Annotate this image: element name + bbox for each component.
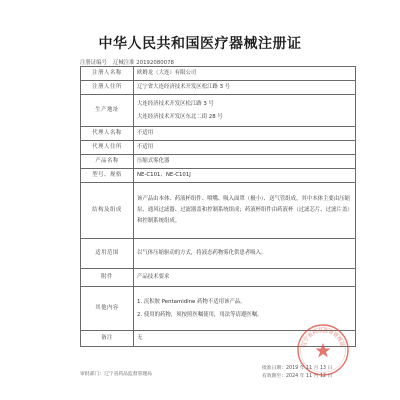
- registration-number-label: 注册证编号: [80, 60, 107, 66]
- row-production-address: [81, 95, 356, 127]
- label-agent-address: 代理人住所: [81, 141, 134, 155]
- label-production-address: 生产地址: [81, 95, 134, 127]
- value-agent-address: 不适用: [134, 141, 356, 155]
- certificate-table: [80, 66, 356, 347]
- review-department: 审批部门：辽宁省药品监督管理局: [80, 372, 152, 377]
- other-content-line: 1. 沉积胺 Pentamidine 药物不适用该产品。: [137, 298, 246, 305]
- row-intended-use: [81, 239, 356, 269]
- document-title: 中华人民共和国医疗器械注册证: [98, 36, 302, 52]
- row-agent-address: [81, 141, 356, 155]
- other-content-line: 2. 使用的药物，须按照医嘱使用，用法等请遵医嘱。: [137, 312, 263, 318]
- approval-date: 批准日期：2019 年 11 月 13 日: [262, 366, 333, 371]
- label-remarks: 备注: [81, 331, 134, 347]
- intended-use-text: 以气体压缩驱动的方式，将液态药物雾化供患者吸入。: [137, 250, 267, 257]
- label-structure: 结构及组成: [81, 183, 134, 239]
- label-model-spec: 型号、规格: [81, 169, 134, 183]
- value-intended-use: [134, 239, 356, 269]
- production-address-line: 大连经济技术开发区东北二街 28 号: [137, 113, 223, 120]
- label-registrant-address: 注册人住所: [81, 81, 134, 95]
- label-attachment: 附件: [81, 269, 134, 287]
- registration-number: [80, 58, 174, 66]
- row-structure: [81, 183, 356, 239]
- value-model-spec: NE-C101、NE-C101J: [134, 169, 356, 183]
- value-registrant-name: 欧姆龙（大连）有限公司: [134, 67, 356, 81]
- value-structure: [134, 183, 356, 239]
- value-product-name: 压缩式雾化器: [134, 155, 356, 169]
- seal-text: 辽宁省药品监督管理局: [301, 327, 345, 348]
- star-icon: [316, 343, 331, 358]
- value-registrant-address: 辽宁省大连经济技术开发区松江路 3 号: [134, 81, 356, 95]
- value-agent-name: 不适用: [134, 127, 356, 141]
- registration-number-value: 辽械注准 20192080078: [112, 60, 174, 66]
- row-registrant-address: [81, 81, 356, 95]
- value-attachment: 产品技术要求: [134, 269, 356, 287]
- label-other-content: 其他内容: [81, 287, 134, 331]
- label-product-name: 产品名称: [81, 155, 134, 169]
- row-attachment: [81, 269, 356, 287]
- value-remarks: 无: [134, 331, 356, 347]
- row-product-name: [81, 155, 356, 169]
- row-registrant-name: [81, 67, 356, 81]
- row-agent-name: [81, 127, 356, 141]
- label-intended-use: 适用范围: [81, 239, 134, 269]
- label-agent-name: 代理人名称: [81, 127, 134, 141]
- structure-text: 该产品由本体、药液杯组件、喷嘴、吸入面罩（极小）、送气管组成，其中本体主要由压缩泵、通风过滤器、过滤器盖和控制系统组成；药液杯组件由药液杯（过滤芯片、过滤片盖）和控制系统组成。: [137, 196, 350, 224]
- valid-until: 有效期至：2024 年 11 月 12 日: [262, 374, 333, 380]
- footer-dates: [262, 365, 332, 381]
- row-model-spec: [81, 169, 356, 183]
- production-address-line: 大连经济技术开发区松江路 3 号: [137, 101, 214, 108]
- value-production-address: [134, 95, 356, 127]
- label-registrant-name: 注册人名称: [81, 67, 134, 81]
